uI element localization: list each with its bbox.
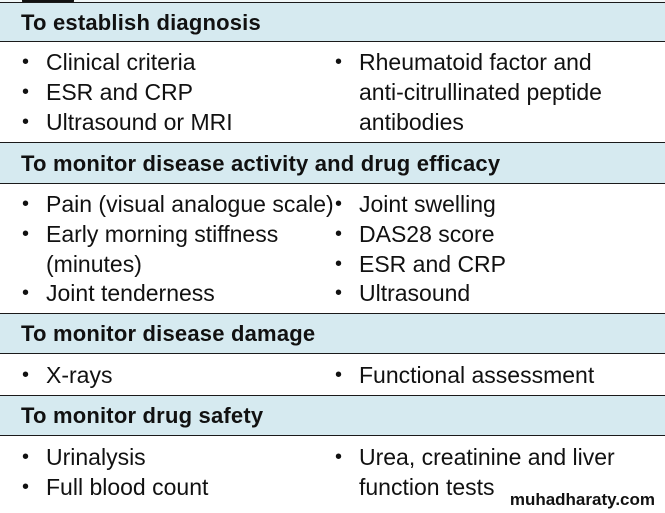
- bullet: •: [22, 111, 30, 133]
- section-title: To monitor drug safety: [21, 403, 264, 428]
- section-header-disease-damage: [0, 313, 665, 354]
- bullet: •: [335, 446, 343, 468]
- section-header-diagnosis: [0, 2, 665, 42]
- section-title: To establish diagnosis: [21, 10, 261, 35]
- bullet: •: [22, 476, 30, 498]
- bullet: •: [335, 364, 343, 386]
- bullet: •: [335, 282, 343, 304]
- bullet: •: [22, 364, 30, 386]
- bullet: •: [335, 223, 343, 245]
- bullet: •: [22, 223, 30, 245]
- bullet: •: [335, 51, 343, 73]
- bullet: •: [22, 81, 30, 103]
- bullet: •: [335, 253, 343, 275]
- bullet: •: [22, 51, 30, 73]
- watermark-text: muhadharaty.com: [506, 490, 659, 510]
- bullet: •: [22, 282, 30, 304]
- bullet: •: [22, 193, 30, 215]
- section-title: To monitor disease activity and drug efficacy: [21, 151, 501, 176]
- bullet: •: [22, 446, 30, 468]
- section-header-disease-activity: [0, 142, 665, 184]
- section-header-drug-safety: [0, 395, 665, 436]
- section-title: To monitor disease damage: [21, 321, 316, 346]
- bullet: •: [335, 193, 343, 215]
